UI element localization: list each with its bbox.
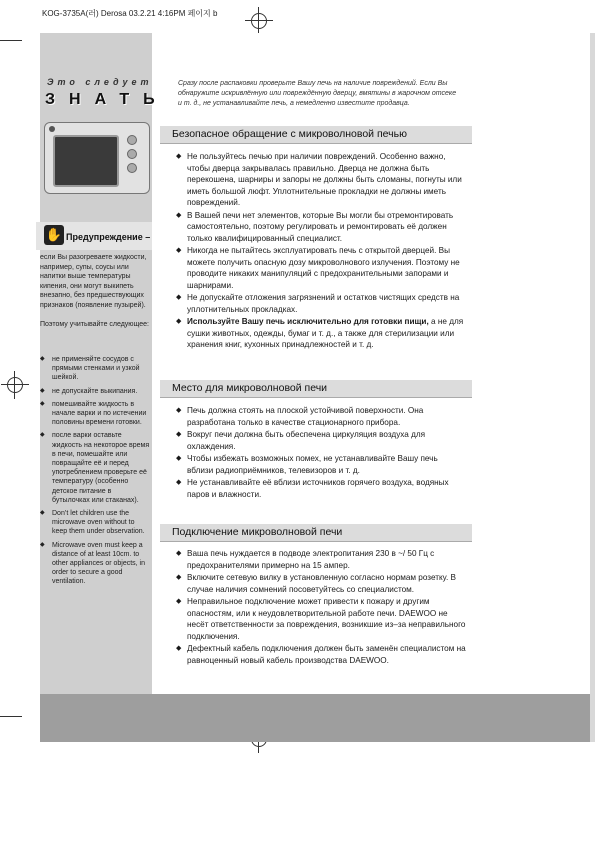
list-item: ◆ Don’t let children use the microwave oven without to keep them under observation. [40,510,145,536]
therefore-text: Поэтому учитывайте следующее: [40,320,149,328]
control-panel [121,133,143,185]
bullet-icon: ◆ [40,541,45,548]
knob-icon [127,163,137,173]
bullet-icon: ◆ [176,598,182,605]
print-header: KOG-3735A(러) Derosa 03.2.21 4:16PM 페이지 b [42,9,218,18]
bullet-icon: ◆ [176,407,182,414]
warning-body: если Вы разогреваете жидкости, например, супы, соусы или напитки выше температуры кипения, они могут выкипеть внезапно, без предшествующих признаков (появление пузырей). [40,254,147,309]
microwave-window [53,135,119,187]
bullet-icon: ◆ [176,247,182,254]
list-item: ◆ Microwave oven must keep a distance of at least 10cm. to other appliances or objects, in order to secure a good ventilation. [40,541,145,586]
crop-mark [0,716,22,717]
list-item: ◆ Не допускайте отложения загрязнений и остатков чистящих средств на уплотнительных прокладках. [176,293,460,314]
list-item: ◆ не применяйте сосудов с прямыми стенками и узкой шейкой. [40,356,140,382]
bullet-icon: ◆ [40,510,45,517]
section-title: Место для микроволновой печи [160,380,472,398]
intro-text: Сразу после распаковки проверьте Вашу печь на наличие повреждений. Если Вы обнаружите искривлённую или повреждённую дверцу, вмятины в жарочном отсеке и т. д., не устанавливайте печь, а немедленно известите продавца. [178,80,457,107]
knob-icon [127,149,137,159]
list-item: ◆ Используйте Вашу печь исключительно для готовки пищи, а не для сушки животных, одежды, бумаг и т. д., а также для стерилизации или хранения книг, кухонных принадлежностей и т. д. [176,317,464,349]
section-title: Подключение микроволновой печи [160,524,472,542]
heading-small: Это следует [47,77,153,87]
list-item: ◆ Печь должна стоять на плоской устойчивой поверхности. Она разработана только в качестве стационарного прибора. [176,406,424,427]
bullet-icon: ◆ [40,387,45,394]
bottom-band [40,694,595,742]
crop-mark [0,40,22,41]
warning-title: Предупреждение – [66,232,151,242]
microwave-illustration [44,122,150,194]
section-list [176,151,466,352]
bullet-icon: ◆ [176,318,182,325]
list-item: ◆ Чтобы избежать возможных помех, не устанавливайте Вашу печь вблизи радиоприёмников, телевизоров и т. д. [176,454,438,475]
bullet-icon: ◆ [176,294,182,301]
bullet-icon: ◆ [40,400,45,407]
section-list [176,548,466,667]
logo-icon [49,126,55,132]
registration-mark-icon [250,12,268,30]
bullet-icon: ◆ [176,153,182,160]
section-title: Безопасное обращение с микроволновой печью [160,126,472,144]
bullet-icon: ◆ [176,645,182,652]
list-item: ◆ помешивайте жидкость в начале варки и по истечении половины времени готовки. [40,400,147,427]
list-item: ◆ Дефектный кабель подключения должен быть заменён специалистом на равноценный новый кабель производства DAEWOO. [176,644,466,665]
list-item: ◆ Ваша печь нуждается в подводе электропитания 230 в ~/ 50 Гц с предохранителями примерно на 15 ампер. [176,549,435,570]
sidebar-list [40,355,150,591]
heading-big: ЗНАТЬ [45,91,169,108]
warning-text [40,253,150,329]
bullet-icon: ◆ [176,550,182,557]
bullet-icon: ◆ [176,211,182,219]
bullet-icon: ◆ [40,432,45,439]
list-item: ◆ Не пользуйтесь печью при наличии повреждений. Особенно важно, чтобы дверца закрывалась правильно. Дверца не должна быть перекошена, шарниры и запоры не должны быть сломаны, погнуты или иметь большой люфт. Уплотнительные прокладки не должны иметь повреждений. [176,152,462,207]
bullet-icon: ◆ [176,574,182,581]
list-item: ◆ В Вашей печи нет элементов, которые Вы могли бы отремонтировать самостоятельно, поэтому регулировать и ремонтировать её должен только квалифицированный специалист. [176,210,454,243]
bullet-icon: ◆ [176,431,182,438]
list-item: ◆ не допускайте выкипания. [40,387,138,395]
bullet-icon: ◆ [40,356,45,362]
page-edge [590,33,595,742]
list-item: ◆ Вокруг печи должна быть обеспечена циркуляция воздуха для охлаждения. [176,430,426,451]
hand-icon: ✋ [44,225,64,245]
list-item: ◆ Не устанавливайте её вблизи источников горячего воздуха, водяных паров и влажности. [176,478,449,499]
list-item: ◆ после варки оставьте жидкость на некоторое время в печи, помешайте или повращайте её и перед употреблением проверьте её температуру (особенно детское питание в бутылочках или стаканах). [40,432,150,504]
bullet-icon: ◆ [176,479,182,486]
list-item: ◆ Никогда не пытайтесь эксплуатировать печь с открытой дверцей. Вы можете получить опасную дозу микроволнового излучения. Поэтому не проводите никаких манипуляций с предохранительными запорами и шарнирами. [176,246,460,290]
section-list [176,405,466,501]
list-item: ◆ Неправильное подключение может привести к пожару и другим опасностям, или к неудовлетворительной работе печи. DAEWOO не несёт ответственности за повреждения, возникшие из–за неправильного подключения. [176,597,466,641]
registration-mark-icon [6,376,24,394]
bullet-icon: ◆ [176,455,182,462]
knob-icon [127,135,137,145]
list-item: ◆ Включите сетевую вилку в установленную согласно нормам розетку. В случае наличия сомнений посоветуйтесь со специалистом. [176,573,456,594]
